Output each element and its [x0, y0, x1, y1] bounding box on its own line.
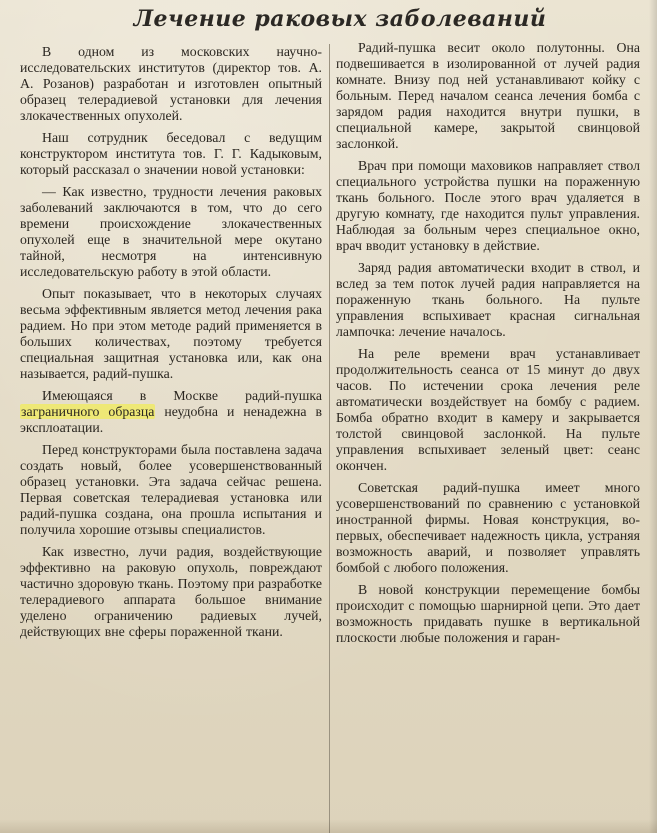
paragraph: Как известно, лучи радия, воздействующие эффективно на раковую опухоль, повреждают частично здоровую ткань. Поэтому при разработке телерадиевого аппарата большое внимание уделено ограничению радиевых лучей, действующих вне сферы пораженной ткани.	[20, 544, 322, 639]
paragraph: Опыт показывает, что в некоторых случаях весьма эффективным является метод лечения рака радием. Но при этом методе радий применяется в больших количествах, поэтому требуется специальная защитная установка или, как она называется, радий-пушка.	[20, 286, 322, 381]
left-column	[20, 44, 322, 640]
paragraph: Врач при помощи маховиков направляет ствол специального устройства пушки на пораженную ткань больного. После этого врач удаляется в другую комнату, где находится пульт управления. Наблюдая за больным через специальное окно, врач вводит установку в действие.	[336, 158, 640, 253]
paragraph: — Как известно, трудности лечения раковых заболеваний заключаются в том, что до сего времени происхождение злокачественных опухолей еще в значительной мере окутано тайной, несмотря на интенсивную исследовательскую работу в этой области.	[20, 184, 322, 279]
paragraph: Наш сотрудник беседовал с ведущим конструктором института тов. Г. Г. Кадыковым, который рассказал о значении новой установки:	[20, 130, 322, 177]
highlighted-text: заграничного образца	[21, 404, 155, 419]
paragraph: Радий-пушка весит около полутонны. Она подвешивается в изолированной от лучей радия комнате. Внизу под ней устанавливают койку с больным. Перед началом сеанса лечения бомба с зарядом радия находится внутри пушки, в специальной камере, закрытой свинцовой заслонкой.	[336, 40, 640, 151]
paragraph: На реле времени врач устанавливает продолжительность сеанса от 15 минут до двух часов. По истечении срока лечения реле автоматически воздействует на бомбу с радием. Бомба обратно входит в камеру и закрывается толстой свинцовой заслонкой. На пульте управления вспыхивает зеленый цвет: сеанс окончен.	[336, 346, 640, 473]
page-bottom-shade	[0, 819, 657, 833]
article-headline: Лечение раковых заболеваний	[133, 6, 547, 32]
paragraph-text: Имеющаяся в Москве радий-пушка	[42, 388, 322, 403]
paragraph: Перед конструкторами была поставлена задача создать новый, более усовершенствованный образец установки. Эта задача сейчас решена. Первая советская телерадиевая установка или радий-пушка создана, она прошла испытания и получила хорошие отзывы специалистов.	[20, 442, 322, 537]
paragraph-text: неудобна и ненадежна в эксплоатации.	[20, 404, 322, 435]
right-column	[336, 40, 640, 646]
paragraph: Заряд радия автоматически входит в ствол, и вслед за тем поток лучей радия направляется на пораженную ткань больного. На пульте управления вспыхивает красная сигнальная лампочка: лечение началось.	[336, 260, 640, 339]
paragraph: В новой конструкции перемещение бомбы происходит с помощью шарнирной цепи. Это дает возможность придавать пушке в вертикальной плоскости любые положения и гаран-	[336, 582, 640, 645]
paragraph: Советская радий-пушка имеет много усовершенствований по сравнению с установкой иностранной фирмы. Новая конструкция, во-первых, обеспечивает надежность цикла, устраняя возможность аварий, и позволяет управлять бомбой с любого положения.	[336, 480, 640, 575]
paragraph-with-highlight	[20, 388, 322, 436]
paragraph: В одном из московских научно-исследовательских институтов (директор тов. А. А. Розанов) разработан и изготовлен опытный образец телерадиевой установки для лечения злокачественных опухолей.	[20, 44, 322, 123]
page-edge-shadow	[649, 0, 657, 833]
column-divider	[329, 44, 330, 833]
